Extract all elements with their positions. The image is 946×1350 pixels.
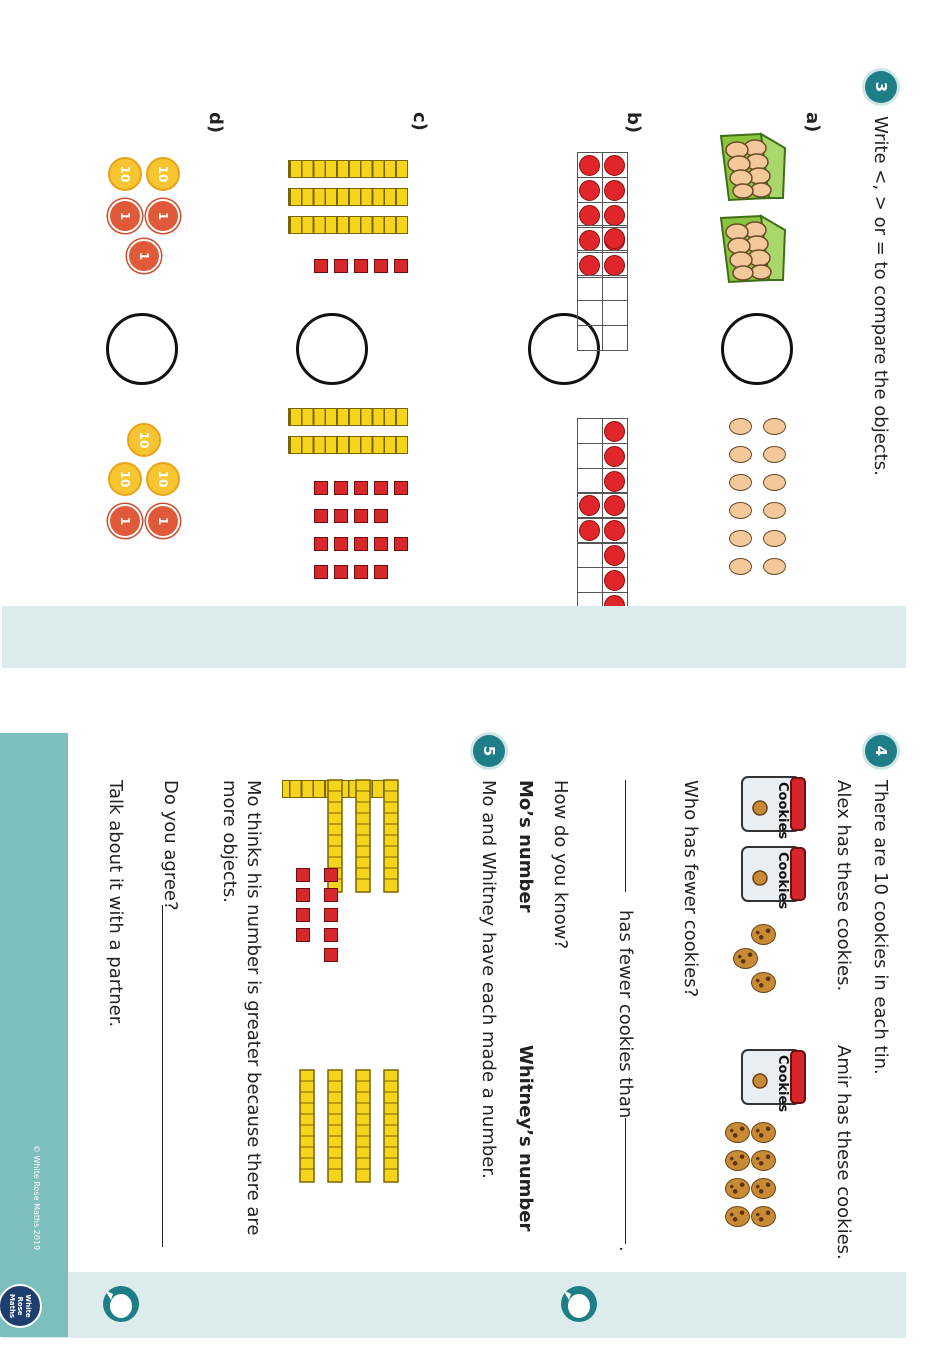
counter-ten: 10 — [146, 462, 180, 496]
compare-circle-c[interactable] — [296, 313, 368, 385]
answer-band — [2, 606, 906, 668]
logo-text: White Rose Maths — [8, 1293, 32, 1319]
question-3-instruction: Write <, > or = to compare the objects. — [870, 116, 891, 476]
mo-claim-line-2: more objects. — [219, 780, 240, 903]
base-ten-right — [280, 405, 410, 585]
agree-answer-line[interactable] — [162, 905, 163, 1247]
counter-one: 1 — [146, 199, 180, 233]
question-5-number: 5 — [473, 735, 505, 767]
egg-carton-2 — [721, 216, 785, 282]
question-4-intro: There are 10 cookies in each tin. — [870, 780, 891, 1075]
part-c-label: c) — [409, 112, 430, 131]
counters-right — [104, 420, 184, 530]
counter-one: 1 — [127, 239, 161, 273]
tin-label: Cookies — [775, 782, 790, 840]
amir-loose-cookies — [726, 1120, 776, 1250]
question-4-number: 4 — [865, 735, 897, 767]
ten-frame-seven — [577, 492, 628, 618]
compare-circle-d[interactable] — [106, 313, 178, 385]
counter-one: 1 — [108, 504, 142, 538]
counter-ten: 10 — [127, 423, 161, 457]
how-do-you-know: How do you know? — [550, 780, 571, 950]
loose-eggs — [728, 416, 788, 566]
talk-with-partner: Talk about it with a partner. — [105, 780, 126, 1028]
amir-text: Amir has these cookies. — [833, 1045, 854, 1260]
alex-text: Alex has these cookies. — [833, 780, 854, 992]
counter-ten: 10 — [146, 157, 180, 191]
mo-ones — [280, 866, 340, 956]
question-3-number: 3 — [865, 71, 897, 103]
answer-line-name-1[interactable] — [625, 780, 626, 892]
white-rose-maths-logo — [0, 1284, 42, 1328]
speech-bubble-icon — [99, 1282, 143, 1326]
whitney-number-label: Whitney’s number — [515, 1045, 536, 1232]
counter-ten: 10 — [108, 462, 142, 496]
cookie-tin-alex-1 — [740, 776, 806, 840]
who-fewer-question: Who has fewer cookies? — [680, 780, 701, 998]
cookie-tin-amir — [740, 1049, 806, 1113]
tin-label: Cookies — [775, 852, 790, 910]
counter-ten: 10 — [108, 157, 142, 191]
compare-circle-a[interactable] — [721, 313, 793, 385]
part-a-label: a) — [802, 112, 823, 133]
do-you-agree: Do you agree? — [160, 780, 181, 911]
fewer-sentence: has fewer cookies than — [615, 910, 636, 1119]
cookie-tin-alex-2 — [740, 846, 806, 910]
part-b-label: b) — [623, 112, 644, 134]
counters-left — [104, 155, 184, 265]
ten-frame-one — [577, 225, 628, 351]
base-ten-left — [280, 155, 410, 285]
counter-one: 1 — [108, 199, 142, 233]
part-d-label: d) — [205, 112, 226, 134]
mo-number-label: Mo’s number — [515, 780, 536, 913]
whitney-blocks-svg — [288, 1068, 400, 1190]
speech-bubble-icon — [557, 1282, 601, 1326]
tin-label: Cookies — [775, 1055, 790, 1113]
copyright-text: © White Rose Maths 2019 — [32, 1145, 41, 1251]
egg-carton-1 — [721, 134, 785, 200]
alex-loose-cookies — [733, 920, 778, 980]
question-5-intro: Mo and Whitney have each made a number. — [478, 780, 499, 1179]
egg-cartons — [711, 128, 791, 288]
answer-line-name-2[interactable] — [625, 1118, 626, 1244]
counter-one: 1 — [146, 504, 180, 538]
mo-claim-line-1: Mo thinks his number is greater because there are — [243, 780, 264, 1236]
sentence-period: . — [615, 1246, 636, 1252]
